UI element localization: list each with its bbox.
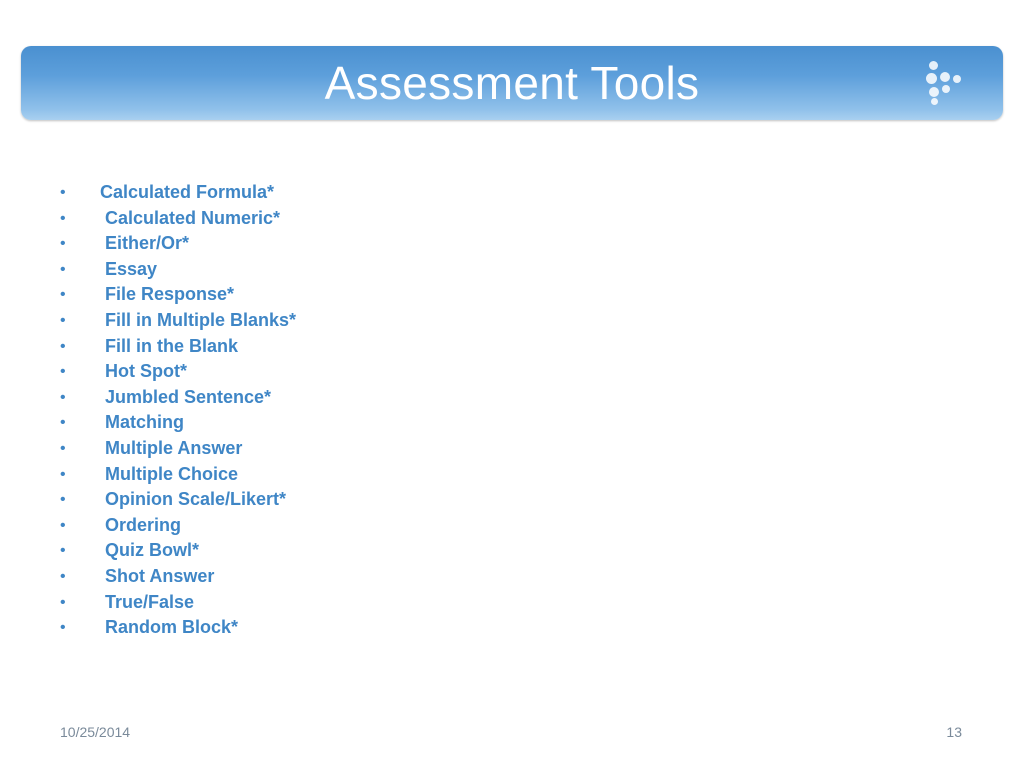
list-item-label: Multiple Answer bbox=[105, 437, 243, 458]
bullet-icon: • bbox=[60, 235, 66, 253]
bullet-icon: • bbox=[60, 491, 66, 509]
list-item-label: Shot Answer bbox=[105, 565, 215, 586]
page-number: 13 bbox=[946, 724, 962, 740]
list-item-label: Hot Spot* bbox=[105, 361, 187, 382]
bullet-icon: • bbox=[60, 414, 66, 432]
bullet-icon: • bbox=[60, 619, 66, 637]
bullet-icon: • bbox=[60, 567, 66, 585]
bullet-icon: • bbox=[60, 209, 66, 227]
list-item-label: Fill in the Blank bbox=[105, 335, 239, 356]
list-item-label: Opinion Scale/Likert* bbox=[105, 489, 287, 510]
list-item-label: Matching bbox=[105, 412, 184, 433]
slide-title: Assessment Tools bbox=[324, 57, 700, 109]
list-item-label: Either/Or* bbox=[105, 233, 190, 254]
dots-logo-icon bbox=[926, 61, 966, 105]
footer-date: 10/25/2014 bbox=[60, 724, 131, 740]
list-item-label: Essay bbox=[105, 258, 158, 279]
list-item-label: Ordering bbox=[105, 514, 182, 535]
bullet-icon: • bbox=[60, 363, 66, 381]
bullet-icon: • bbox=[60, 439, 66, 457]
bullet-icon: • bbox=[60, 388, 66, 406]
bullet-icon: • bbox=[60, 260, 66, 278]
list-item-label: File Response* bbox=[105, 284, 235, 305]
bullet-icon: • bbox=[60, 542, 66, 560]
bullet-icon: • bbox=[60, 593, 66, 611]
list-item-label: Jumbled Sentence* bbox=[105, 386, 272, 407]
list-item-label: True/False bbox=[105, 591, 195, 612]
list-item-label: Multiple Choice bbox=[105, 463, 239, 484]
list-item-label: Quiz Bowl* bbox=[105, 540, 199, 561]
bullet-icon: • bbox=[60, 184, 66, 201]
list-item-label: Random Block* bbox=[105, 617, 239, 638]
list-item-label: Fill in Multiple Blanks* bbox=[105, 309, 297, 330]
bullet-icon: • bbox=[60, 516, 66, 534]
list-item-label: Calculated Numeric* bbox=[105, 207, 281, 228]
bullet-icon: • bbox=[60, 311, 66, 329]
bullet-icon: • bbox=[60, 337, 66, 355]
title-bar bbox=[21, 46, 1003, 120]
list-item-label: Calculated Formula* bbox=[100, 182, 275, 202]
bullet-icon: • bbox=[60, 286, 66, 304]
bullet-icon: • bbox=[60, 465, 66, 483]
